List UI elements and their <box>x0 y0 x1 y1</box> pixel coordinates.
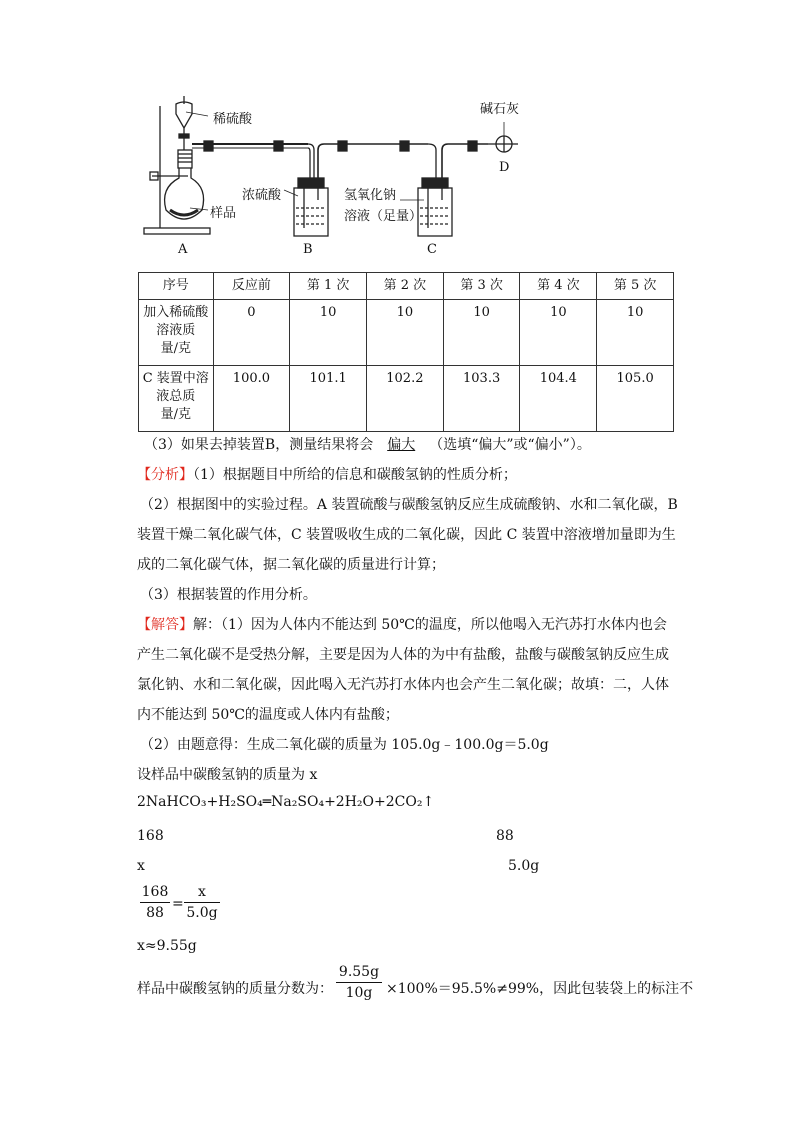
row-label: C 装置中溶 液总质 量/克 <box>139 366 214 432</box>
answer-line-2: 产生二氧化碳不是受热分解，主要是因为人体的为中有盐酸，盐酸与碳酸氢钠反应生成 <box>137 647 669 663</box>
table-header: 第 1 次 <box>290 273 367 300</box>
question-3: （3）如果去掉装置B，测量结果将会 偏大 （选填“偏大”或“偏小”）。 <box>144 437 591 453</box>
fraction-168-88: 168 88 <box>141 884 169 921</box>
table-cell: 102.2 <box>367 366 444 432</box>
table-cell: 10 <box>367 300 444 366</box>
letter-b: B <box>303 242 313 257</box>
fraction-x-5g: x 5.0g <box>184 884 220 921</box>
percent-line-pre: 样品中碳酸氢钠的质量分数为： <box>137 981 333 997</box>
table-cell: 10 <box>443 300 520 366</box>
table-header: 反应前 <box>213 273 290 300</box>
label-naoh-2: 溶液（足量） <box>344 209 423 224</box>
table-cell: 10 <box>520 300 597 366</box>
analysis-line-1: 【分析】（1）根据题目中所给的信息和碳酸氢钠的性质分析； <box>137 467 517 483</box>
table-cell: 103.3 <box>443 366 520 432</box>
percent-line-post: ×100%＝95.5%≠99%，因此包装袋上的标注不 <box>386 981 694 997</box>
table-cell: 10 <box>597 300 674 366</box>
table-header: 第 3 次 <box>443 273 520 300</box>
label-conc-acid: 浓硫酸 <box>242 188 282 203</box>
answer-line-3: 氯化钠、水和二氧化碳，因此喝入无汽苏打水体内也会产生二氧化碳；故填：二，人体 <box>137 677 669 693</box>
analysis-line-2: （2）根据图中的实验过程。A 装置硫酸与碳酸氢钠反应生成硫酸钠、水和二氧化碳，B <box>140 497 678 513</box>
table-header: 第 5 次 <box>597 273 674 300</box>
fraction-955-10: 9.55g 10g <box>336 964 382 1001</box>
approx-result: x≈9.55g <box>137 938 197 954</box>
molar-mass-88: 88 <box>496 828 514 844</box>
letter-c: C <box>427 242 437 257</box>
label-sample: 样品 <box>210 206 237 221</box>
analysis-line-4: 成的二氧化碳气体，据二氧化碳的质量进行计算； <box>137 557 445 573</box>
table-header: 序号 <box>139 273 214 300</box>
table-header-row <box>139 273 674 300</box>
letter-d: D <box>499 160 510 175</box>
answer-tag: 【解答】 <box>137 617 193 633</box>
data-table <box>138 272 674 432</box>
answer-line-1: 【解答】解：（1）因为人体内不能达到 50℃的温度，所以他喝入无汽苏打水体内也会 <box>137 617 667 633</box>
var-5g: 5.0g <box>508 858 540 874</box>
table-cell: 100.0 <box>213 366 290 432</box>
letter-a: A <box>178 242 188 257</box>
analysis-line-5: （3）根据装置的作用分析。 <box>140 587 317 603</box>
stand-base <box>144 228 210 234</box>
equals-sign: = <box>172 896 184 912</box>
label-naoh-1: 氢氧化钠 <box>344 188 397 203</box>
analysis-line-3: 装置干燥二氧化碳气体，C 装置吸收生成的二氧化碳，因此 C 装置中溶液增加量即为生 <box>137 527 676 543</box>
label-acid: 稀硫酸 <box>213 112 253 127</box>
table-cell: 10 <box>290 300 367 366</box>
molar-mass-168: 168 <box>137 828 164 844</box>
answer-line-5: （2）由题意得：生成二氧化碳的质量为 105.0g﹣100.0g＝5.0g <box>140 737 549 753</box>
analysis-tag: 【分析】 <box>137 467 193 483</box>
label-soda-lime: 碱石灰 <box>480 102 520 117</box>
row-label: 加入稀硫酸 溶液质 量/克 <box>139 300 214 366</box>
var-x: x <box>137 858 145 874</box>
table-header: 第 4 次 <box>520 273 597 300</box>
table-cell: 101.1 <box>290 366 367 432</box>
funnel <box>176 102 192 128</box>
table-cell: 104.4 <box>520 366 597 432</box>
table-cell: 105.0 <box>597 366 674 432</box>
answer-line-6: 设样品中碳酸氢钠的质量为 x <box>137 767 318 783</box>
table-cell: 0 <box>213 300 290 366</box>
table-row <box>139 366 674 432</box>
chemical-equation: 2NaHCO₃+H₂SO₄═Na₂SO₄+2H₂O+2CO₂↑ <box>137 794 435 810</box>
table-header: 第 2 次 <box>367 273 444 300</box>
q3-answer: 偏大 <box>387 437 416 453</box>
table-row <box>139 300 674 366</box>
answer-line-4: 内不能达到 50℃的温度或人体内有盐酸； <box>137 707 399 723</box>
